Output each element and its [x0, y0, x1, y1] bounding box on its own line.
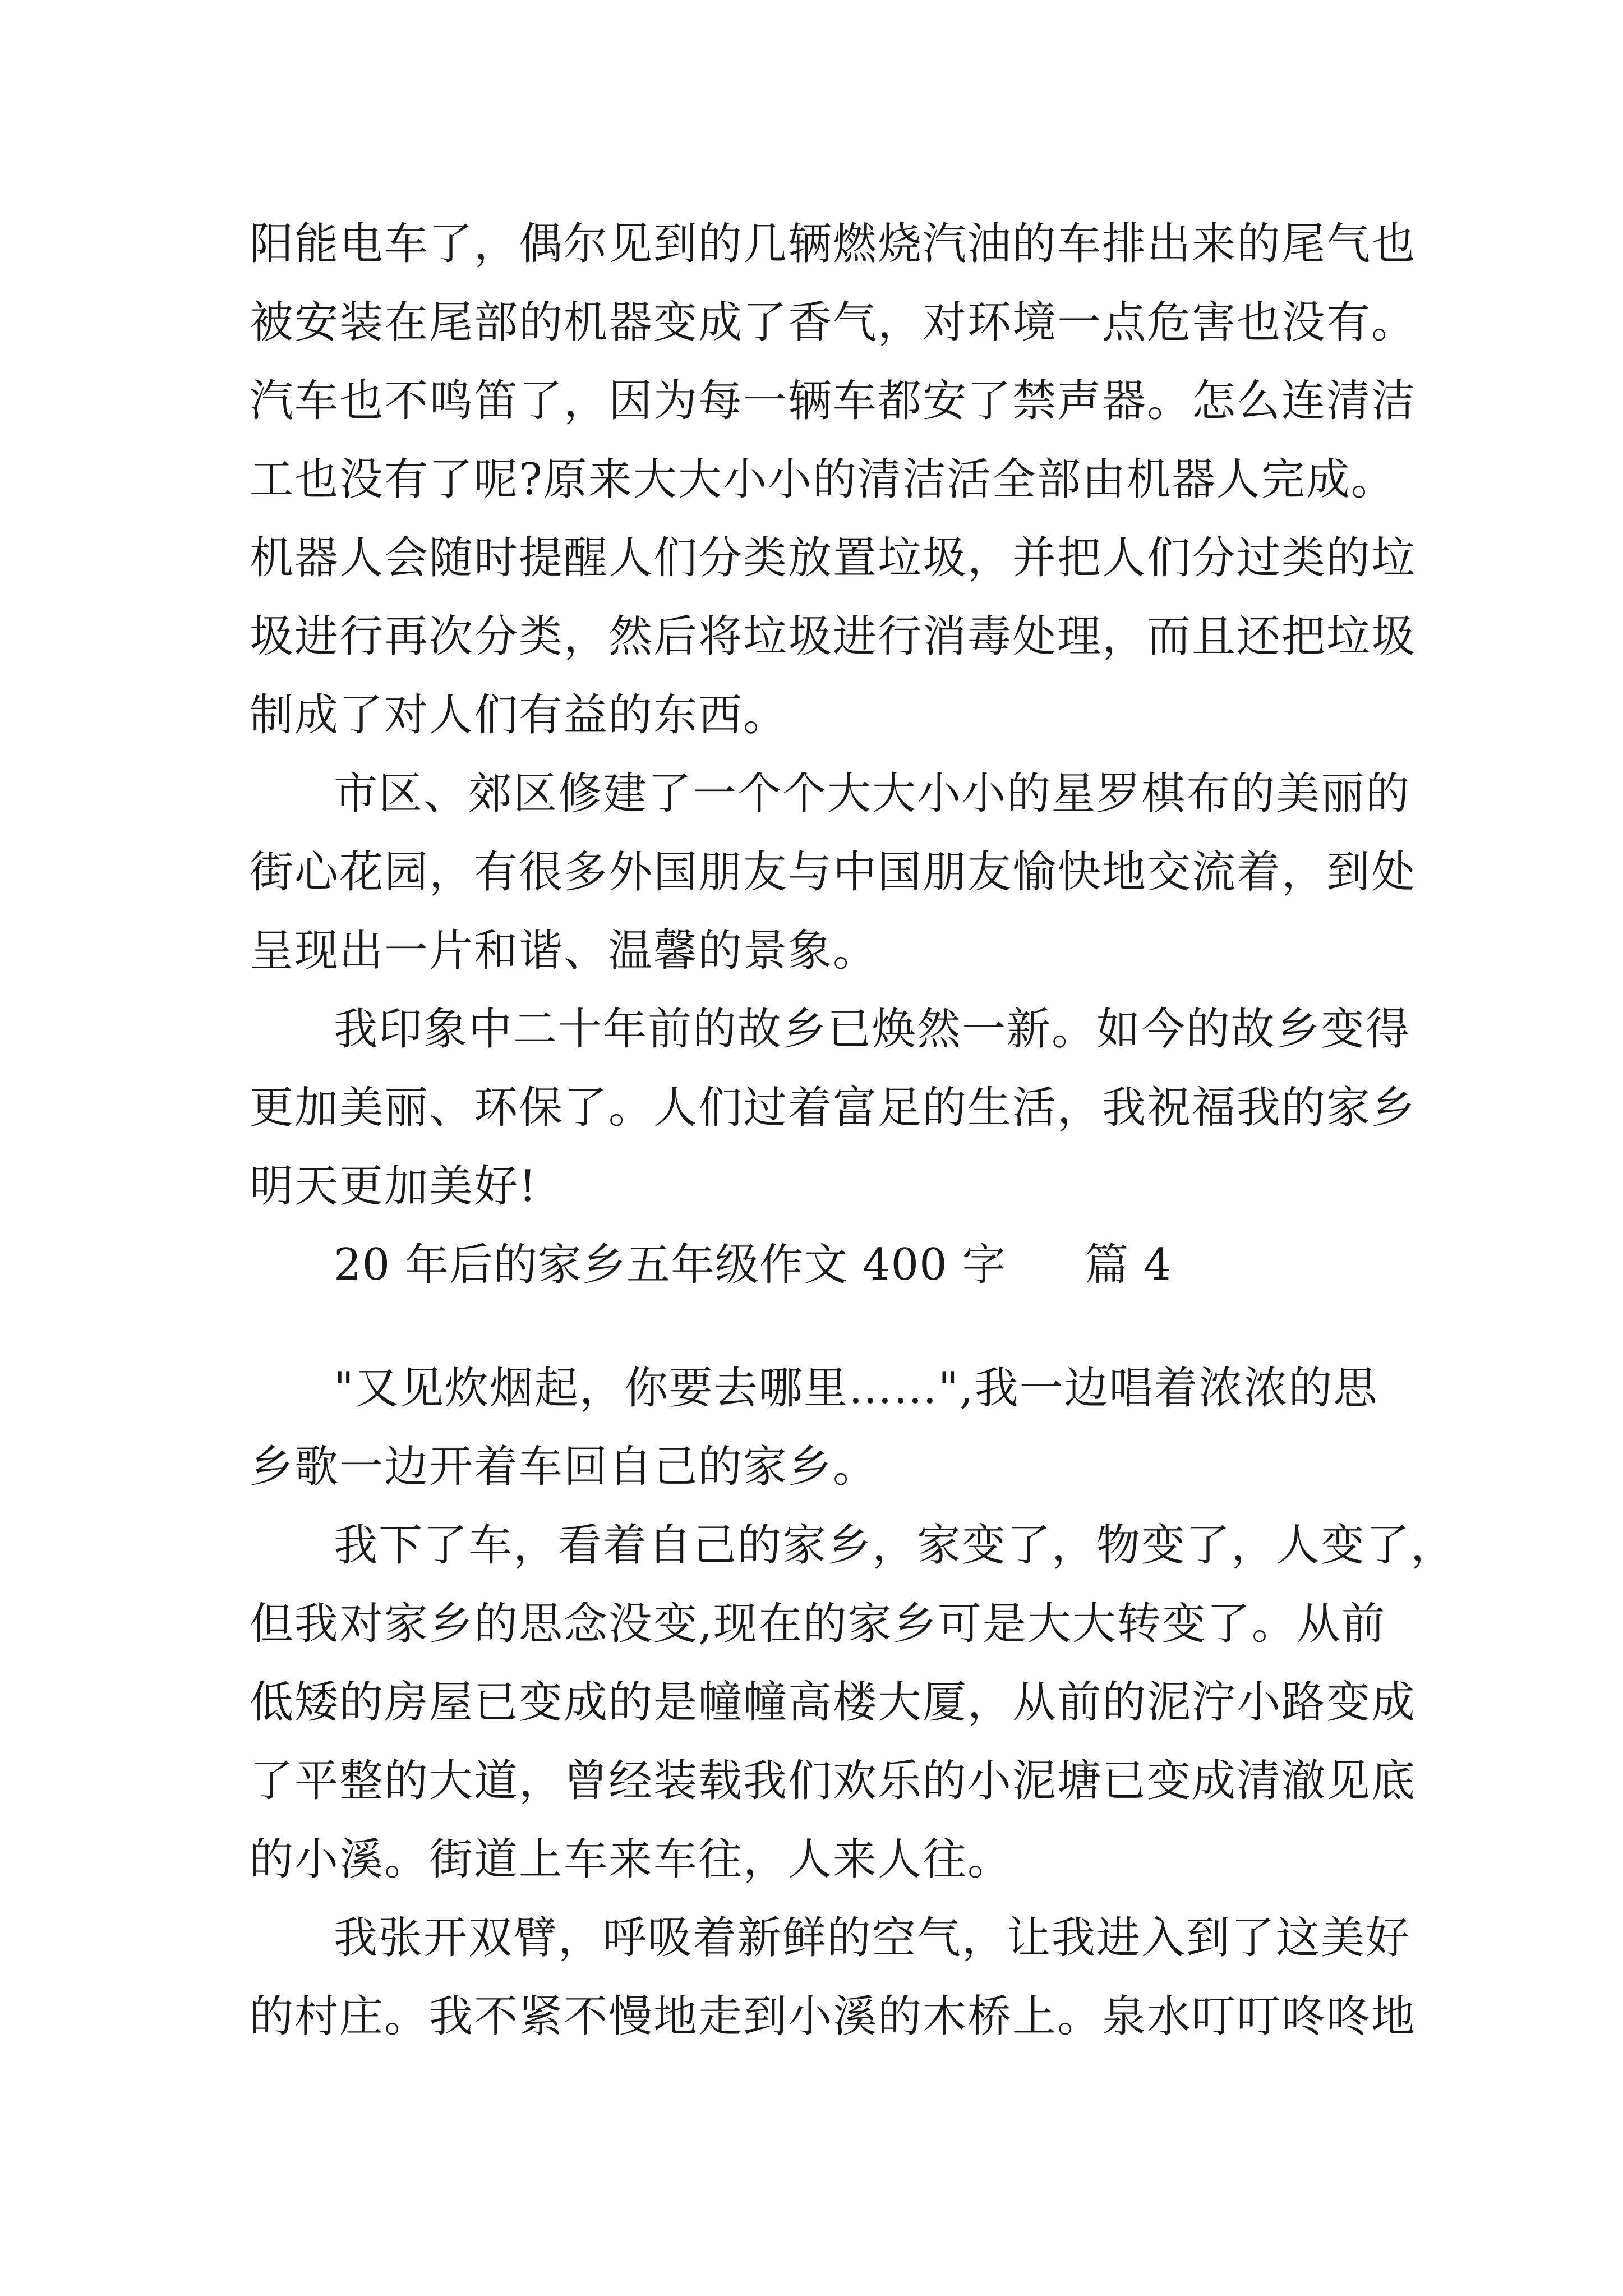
text-line: 的村庄。我不紧不慢地走到小溪的木桥上。泉水叮叮咚咚地: [250, 1991, 1417, 2042]
text-line: 但我对家乡的思念没变,现在的家乡可是大大转变了。从前: [250, 1599, 1386, 1649]
text-line: 阳能电车了，偶尔见到的几辆燃烧汽油的车排出来的尾气也: [250, 219, 1417, 269]
paragraph-first-line: 我张开双臂，呼吸着新鲜的空气，让我进入到了这美好: [334, 1913, 1411, 1963]
paragraph-first-line: 我印象中二十年前的故乡已焕然一新。如今的故乡变得: [334, 1004, 1411, 1055]
section-heading-title: 20 年后的家乡五年级作文 400 字: [334, 1240, 1007, 1290]
text-line: 更加美丽、环保了。人们过着富足的生活，我祝福我的家乡: [250, 1083, 1417, 1133]
text-line: 被安装在尾部的机器变成了香气，对环境一点危害也没有。: [250, 297, 1417, 348]
paragraph-first-line: 市区、郊区修建了一个个大大小小的星罗棋布的美丽的: [334, 769, 1411, 819]
paragraph-first-line: "又见炊烟起，你要去哪里……",我一边唱着浓浓的思: [334, 1363, 1378, 1414]
text-line: 了平整的大道，曾经装载我们欢乐的小泥塘已变成清澈见底: [250, 1756, 1417, 1806]
text-line: 街心花园，有很多外国朋友与中国朋友愉快地交流着，到处: [250, 847, 1417, 898]
text-line: 制成了对人们有益的东西。: [250, 690, 789, 740]
text-line: 明天更加美好!: [250, 1161, 538, 1212]
text-line: 圾进行再次分类，然后将垃圾进行消毒处理，而且还把垃圾: [250, 611, 1417, 662]
text-line: 汽车也不鸣笛了，因为每一辆车都安了禁声器。怎么连清洁: [250, 376, 1417, 426]
section-heading-label: 篇 4: [1085, 1240, 1172, 1290]
section-heading: [334, 1231, 1172, 1299]
text-line: 呈现出一片和谐、温馨的景象。: [250, 926, 878, 976]
text-line: 的小溪。街道上车来车往，人来人往。: [250, 1834, 1013, 1885]
text-line: 低矮的房屋已变成的是幢幢高楼大厦，从前的泥泞小路变成: [250, 1677, 1417, 1728]
text-line: 乡歌一边开着车回自己的家乡。: [250, 1442, 878, 1492]
paragraph-first-line: 我下了车，看着自己的家乡，家变了，物变了，人变了，: [334, 1520, 1456, 1571]
text-line: 机器人会随时提醒人们分类放置垃圾，并把人们分过类的垃: [250, 533, 1417, 583]
text-line: 工也没有了呢?原来大大小小的清洁活全部由机器人完成。: [250, 454, 1396, 505]
